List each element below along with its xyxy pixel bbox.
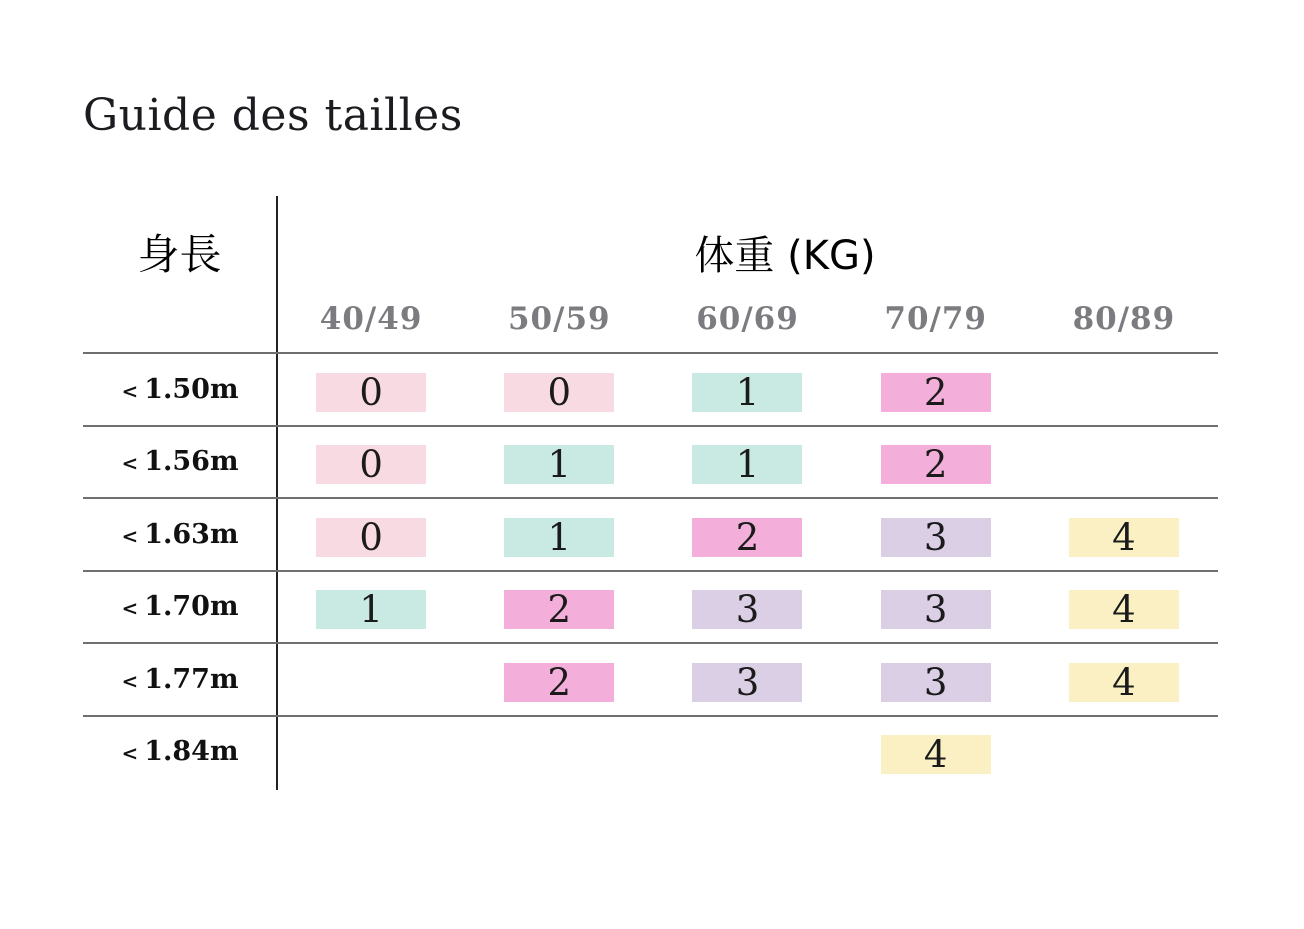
- table-cell: [465, 442, 653, 487]
- table-cell: [277, 442, 465, 487]
- size-value-badge: 1: [504, 445, 614, 484]
- size-value-badge: 1: [316, 590, 426, 629]
- table-cell: [842, 442, 1030, 487]
- size-value-badge: 2: [881, 445, 991, 484]
- table-cell: [465, 515, 653, 559]
- height-row-label: < 1.50m: [121, 373, 239, 405]
- less-than-sign: <: [121, 741, 139, 766]
- height-row-label: < 1.77m: [121, 663, 239, 695]
- table-cell: [842, 587, 1030, 632]
- size-value-badge: 4: [1069, 663, 1179, 702]
- size-value-badge: 4: [1069, 590, 1179, 629]
- table-cell: [1030, 587, 1218, 632]
- table-cell: [653, 370, 841, 414]
- size-table-body: [83, 352, 1218, 787]
- table-row: [83, 352, 1218, 425]
- column-header-80-89: 80/89: [1072, 301, 1176, 337]
- table-row: [83, 570, 1218, 643]
- size-value-badge: 1: [692, 445, 802, 484]
- table-cell: [465, 660, 653, 704]
- column-header-50-59: 50/59: [507, 301, 611, 337]
- size-value-badge: 0: [316, 373, 426, 412]
- size-value-badge: 2: [504, 590, 614, 629]
- size-value-badge: 2: [881, 373, 991, 412]
- less-than-sign: <: [121, 523, 139, 548]
- table-cell: [842, 732, 1030, 777]
- height-row-label: < 1.70m: [121, 591, 239, 623]
- column-header-70-79: 70/79: [884, 301, 987, 337]
- table-cell: [653, 660, 841, 704]
- table-cell: [465, 370, 653, 414]
- page-title: Guide des tailles: [83, 90, 463, 141]
- size-value-badge: 1: [504, 518, 614, 557]
- size-value-badge: 3: [692, 663, 802, 702]
- size-value-badge: 3: [881, 590, 991, 629]
- height-row-label: < 1.56m: [121, 446, 239, 478]
- table-cell: [465, 587, 653, 632]
- size-value-badge: 4: [881, 735, 991, 774]
- size-value-badge: 2: [504, 663, 614, 702]
- table-cell: [653, 442, 841, 487]
- table-cell: [1030, 660, 1218, 704]
- column-header-60-69: 60/69: [696, 301, 799, 337]
- weight-column-headers: [277, 301, 1218, 337]
- size-value-badge: 3: [881, 663, 991, 702]
- table-cell: [653, 515, 841, 559]
- table-row: [83, 425, 1218, 498]
- less-than-sign: <: [121, 668, 139, 693]
- size-value-badge: 3: [881, 518, 991, 557]
- height-axis-label: 身長: [137, 230, 222, 279]
- table-row: [83, 497, 1218, 570]
- table-cell: [842, 515, 1030, 559]
- table-row: [83, 715, 1218, 788]
- size-value-badge: 3: [692, 590, 802, 629]
- table-cell: [277, 370, 465, 414]
- size-value-badge: 0: [316, 518, 426, 557]
- column-header-40-49: 40/49: [319, 301, 423, 337]
- less-than-sign: <: [121, 378, 139, 403]
- table-cell: [653, 587, 841, 632]
- size-value-badge: 2: [692, 518, 802, 557]
- table-cell: [842, 370, 1030, 414]
- table-cell: [842, 660, 1030, 704]
- size-value-badge: 0: [316, 445, 426, 484]
- table-row: [83, 642, 1218, 715]
- weight-axis-label: 体重 (KG): [694, 233, 876, 279]
- height-row-label: < 1.63m: [121, 518, 239, 550]
- less-than-sign: <: [121, 596, 139, 621]
- size-value-badge: 0: [504, 373, 614, 412]
- table-cell: [277, 515, 465, 559]
- less-than-sign: <: [121, 451, 139, 476]
- size-value-badge: 1: [692, 373, 802, 412]
- table-cell: [1030, 515, 1218, 559]
- size-value-badge: 4: [1069, 518, 1179, 557]
- table-cell: [277, 587, 465, 632]
- height-row-label: < 1.84m: [121, 736, 239, 768]
